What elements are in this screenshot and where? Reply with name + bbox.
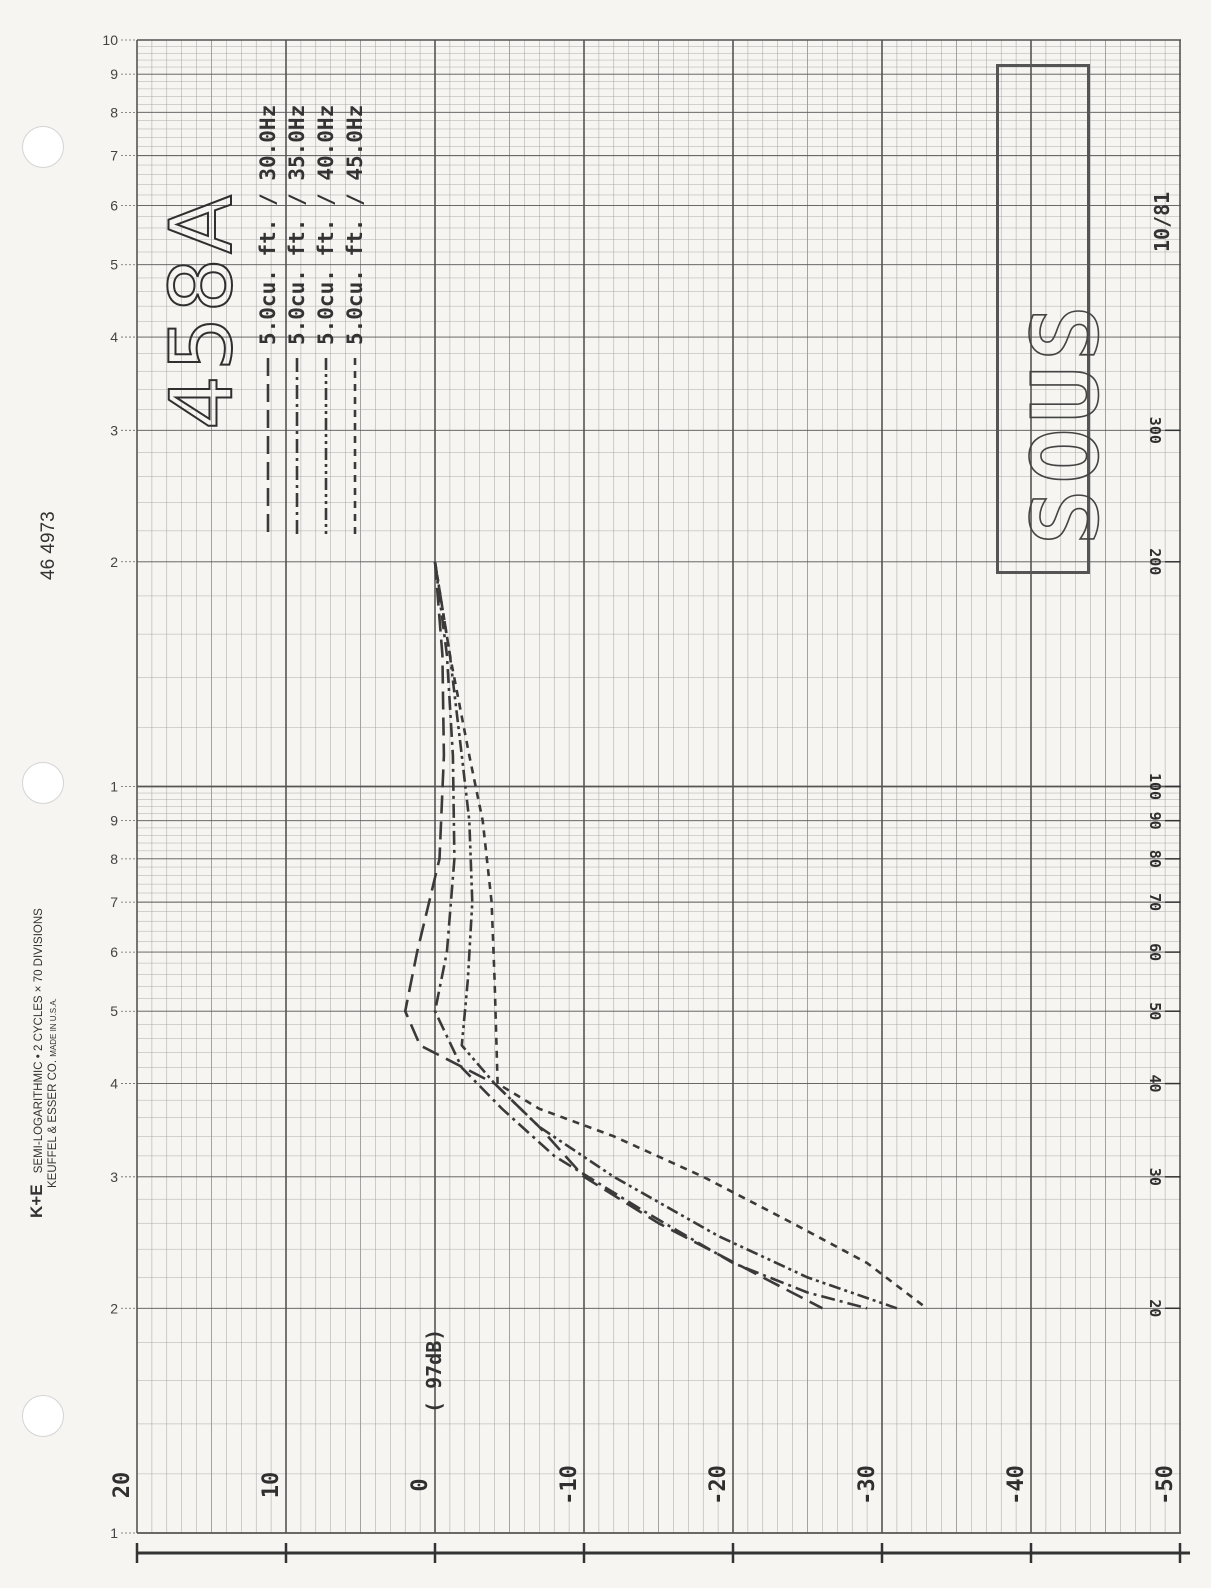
- cycle-label: 5: [110, 256, 118, 273]
- freq-tick-label: 80: [1146, 849, 1164, 868]
- maker-line-3: MADE IN U.S.A.: [49, 998, 58, 1057]
- cycle-label: 6: [110, 197, 118, 214]
- sheet-number: 46 4973: [38, 511, 59, 580]
- punch-hole-top: [22, 126, 64, 168]
- freq-tick-label: 30: [1146, 1167, 1164, 1186]
- series-line-4: [435, 562, 927, 1309]
- legend-label-30hz: 5.0cu. ft. / 30.0Hz: [256, 104, 280, 345]
- cycle-label: 9: [110, 812, 118, 829]
- cycle-label: 2: [110, 553, 118, 570]
- cycle-label: 1: [110, 778, 118, 795]
- freq-tick-label: 90: [1146, 811, 1164, 830]
- date-label: 10/81: [1150, 191, 1174, 252]
- reference-level-label: ( 97dB): [422, 1328, 446, 1413]
- series-line-2: [435, 562, 867, 1309]
- freq-tick-label: 300: [1146, 416, 1164, 444]
- freq-tick-label: 200: [1146, 548, 1164, 576]
- cycle-label: 10: [102, 32, 118, 48]
- cycle-label: 9: [110, 66, 118, 83]
- legend-label-40hz: 5.0cu. ft. / 40.0Hz: [314, 104, 338, 345]
- db-tick-label: -40: [1004, 1465, 1029, 1505]
- cycle-label: 4: [110, 329, 118, 346]
- punch-hole-bottom: [22, 1395, 64, 1437]
- legend-label-35hz: 5.0cu. ft. / 35.0Hz: [285, 104, 309, 345]
- db-tick-label: 20: [110, 1471, 135, 1499]
- cycle-label: 3: [110, 422, 118, 439]
- maker-logo: K+E: [27, 1184, 46, 1218]
- cycle-label: 8: [110, 104, 118, 121]
- freq-tick-label: 20: [1146, 1299, 1164, 1318]
- series-line-3: [435, 562, 897, 1309]
- paper-maker-label: [27, 908, 61, 1218]
- freq-tick-label: 50: [1146, 1002, 1164, 1021]
- freq-tick-label: 70: [1146, 893, 1164, 912]
- db-tick-label: -10: [557, 1465, 582, 1505]
- brand-logo: SOUS: [1012, 299, 1119, 545]
- freq-tick-label: 100: [1146, 772, 1164, 801]
- cycle-label: 4: [110, 1075, 118, 1092]
- legend-label-45hz: 5.0cu. ft. / 45.0Hz: [343, 104, 367, 345]
- db-tick-label: 10: [259, 1471, 284, 1499]
- model-title: 458A: [152, 191, 252, 430]
- maker-line-2: KEUFFEL & ESSER CO.: [47, 1059, 59, 1188]
- freq-tick-label: 40: [1146, 1074, 1164, 1093]
- punch-hole-middle: [22, 762, 64, 804]
- cycle-label: 1: [110, 1525, 118, 1541]
- cycle-label: 2: [110, 1300, 118, 1317]
- cycle-label: 7: [110, 894, 118, 911]
- db-tick-label: -20: [706, 1465, 731, 1505]
- db-tick-label: -50: [1153, 1465, 1178, 1505]
- freq-tick-label: 60: [1146, 943, 1164, 962]
- cycle-label: 6: [110, 944, 118, 961]
- cycle-label: 3: [110, 1168, 118, 1185]
- db-tick-label: 0: [408, 1478, 433, 1492]
- cycle-label: 8: [110, 850, 118, 867]
- maker-line-1: SEMI-LOGARITHMIC • 2 CYCLES × 70 DIVISIONS: [33, 908, 45, 1174]
- cycle-label: 7: [110, 147, 118, 164]
- db-tick-label: -30: [855, 1465, 880, 1505]
- cycle-label: 5: [110, 1003, 118, 1020]
